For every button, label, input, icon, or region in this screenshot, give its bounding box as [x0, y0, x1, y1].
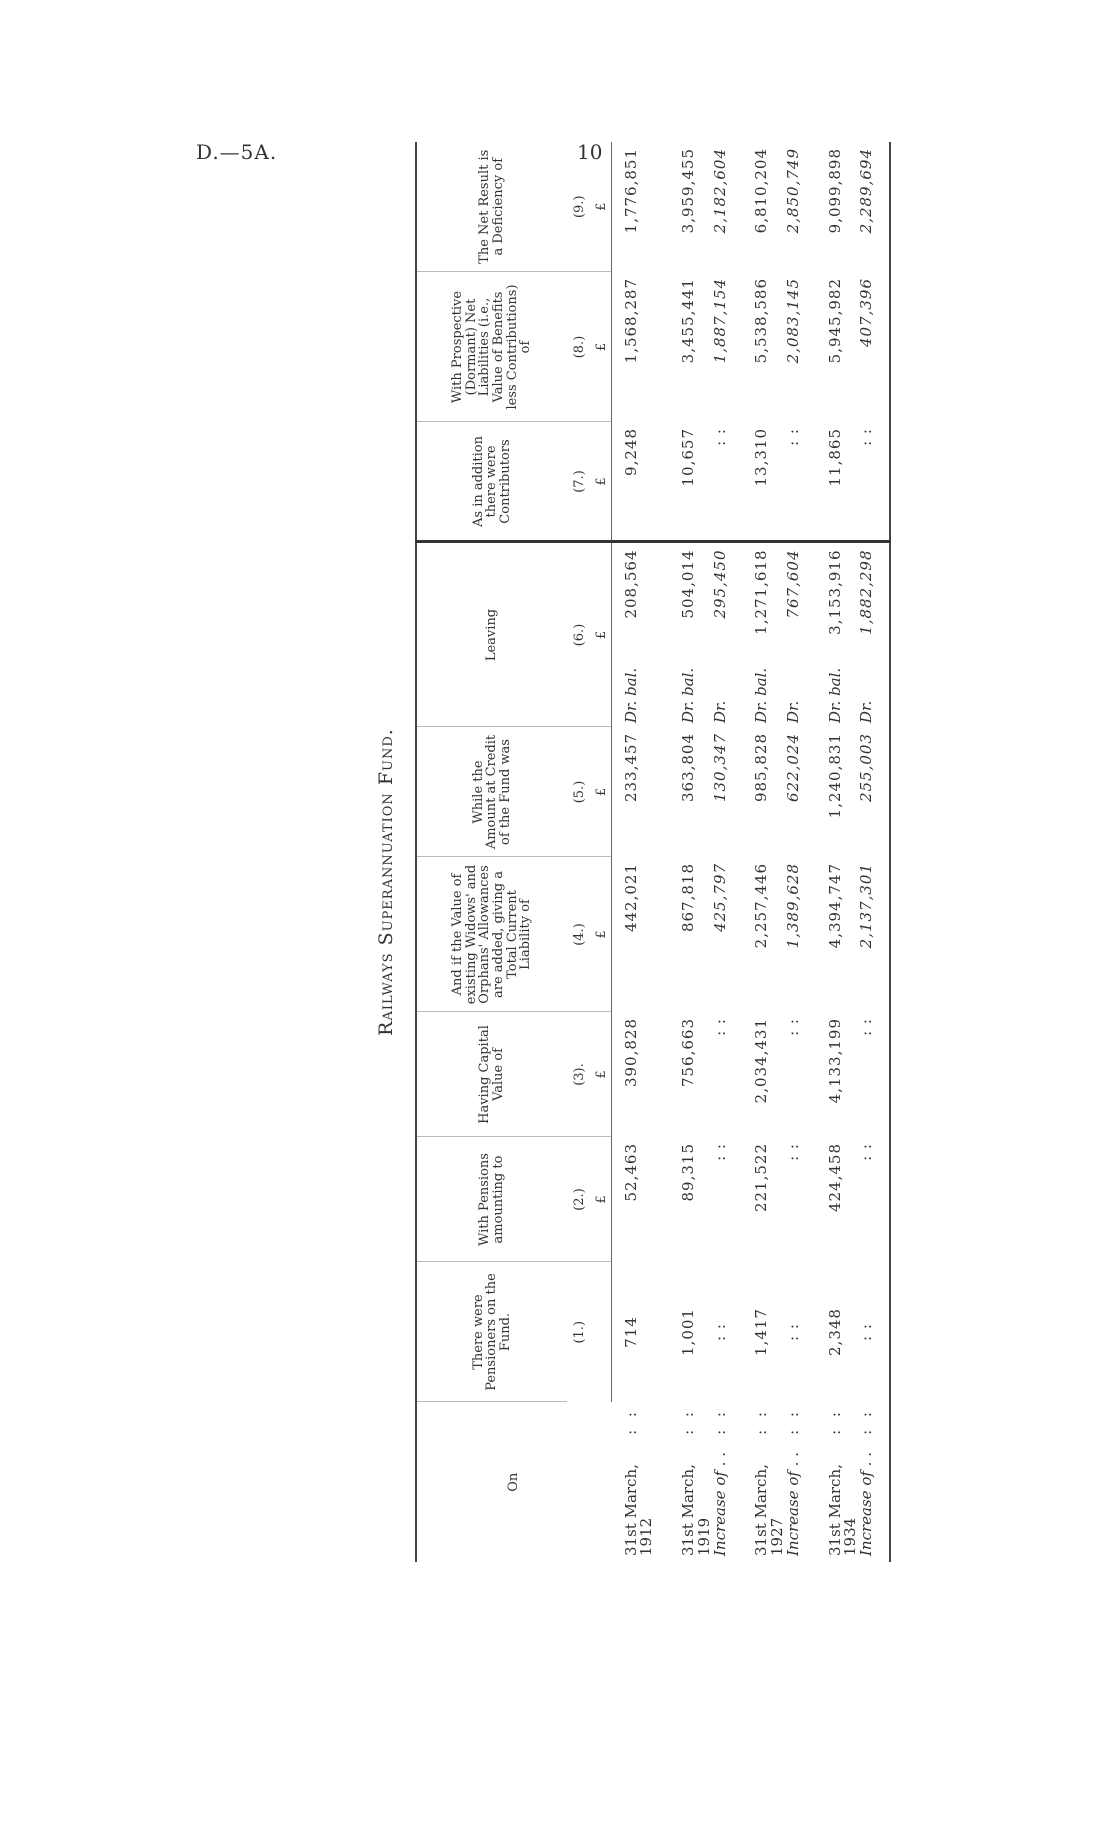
column-header-pensions: With Pensions amounting to — [416, 1137, 567, 1262]
pensioners-cell: : : — [710, 1323, 729, 1341]
row-label-cell — [710, 1402, 743, 1562]
capital-value-cell: 4,133,199 — [825, 1018, 844, 1104]
deficiency-cell: 1,776,851 — [622, 148, 640, 234]
pensioners-cell: : : — [859, 1262, 890, 1402]
row-label: Increase of . . — [710, 1452, 729, 1556]
column-number: (2.) — [567, 1137, 593, 1262]
column-header-amount-credit: While the Amount at Credit of the Fund was — [416, 727, 567, 857]
column-number: (5.) — [567, 727, 593, 857]
currency-symbol: £ — [593, 1137, 612, 1262]
contributors-cell: : : — [713, 422, 743, 542]
pensions-cell: 424,458 — [825, 1143, 844, 1213]
capital-value-cell: 390,828 — [622, 1018, 640, 1088]
currency-symbol: £ — [593, 1012, 612, 1137]
contributors-cell: 10,657 — [669, 422, 713, 542]
prospective-liabilities-cell: 2,083,145 — [783, 278, 802, 364]
column-header-deficiency: The Net Result is a Deficiency of — [416, 142, 567, 272]
leader-dots: : : — [857, 1408, 875, 1435]
prospective-liabilities-cell: 407,396 — [859, 272, 890, 422]
column-header-pensioners: There were Pensioners on the Fund. — [416, 1262, 567, 1402]
table-row — [816, 142, 860, 1562]
row-label: Increase of . . — [783, 1452, 802, 1556]
pensions-cell: : : — [859, 1137, 890, 1262]
column-number: (9.) — [567, 142, 593, 272]
column-number: (8.) — [567, 272, 593, 422]
contributors-cell: 13,310 — [742, 422, 786, 542]
pensioners-cell: 1,001 — [679, 1308, 697, 1356]
deficiency-cell: 9,099,898 — [825, 148, 844, 234]
prospective-liabilities-cell: 5,538,586 — [752, 278, 771, 364]
total-liability-cell: 2,257,446 — [752, 863, 771, 949]
currency-symbol: £ — [593, 422, 612, 542]
row-label-cell — [783, 1402, 816, 1562]
currency-symbol: £ — [593, 142, 612, 272]
leader-dots: : : — [679, 1408, 697, 1435]
pensions-cell: : : — [783, 1143, 802, 1161]
contributors-cell: : : — [786, 422, 816, 542]
amount-credit-cell: 363,804 — [679, 733, 697, 803]
column-number: (4.) — [567, 857, 593, 1012]
leader-dots: : : — [825, 1408, 844, 1435]
capital-value-cell: : : — [783, 1018, 802, 1036]
column-number: (7.) — [567, 422, 593, 542]
leaving-cell: 295,450 — [710, 549, 729, 619]
row-label: Increase of . . — [857, 1452, 875, 1556]
total-liability-cell: 1,389,628 — [783, 863, 802, 949]
leaving-prefix-cell: Dr. — [783, 700, 802, 723]
leaving-cell: 504,014 — [679, 549, 697, 619]
leader-dots: : : — [710, 1408, 729, 1435]
table-row — [669, 142, 713, 1562]
total-liability-cell: 4,394,747 — [825, 863, 844, 949]
pensioners-cell: 1,417 — [752, 1308, 771, 1356]
currency-symbol: £ — [593, 727, 612, 857]
page-header-left: D.—5A. — [196, 140, 278, 164]
leaving-cell: 1,882,298 — [859, 542, 890, 652]
amount-credit-cell: 622,024 — [783, 733, 802, 803]
total-liability-cell: 867,818 — [679, 863, 697, 933]
amount-credit-cell: 1,240,831 — [825, 733, 844, 819]
pensioners-cell: : : — [783, 1323, 802, 1341]
row-label-cell — [816, 1402, 860, 1562]
contributors-cell: 9,248 — [612, 422, 670, 542]
deficiency-cell: 3,959,455 — [679, 148, 697, 234]
row-label-cell — [742, 1402, 786, 1562]
total-liability-cell: 425,797 — [710, 863, 729, 933]
capital-value-cell: 2,034,431 — [752, 1018, 771, 1104]
pensions-cell: : : — [710, 1143, 729, 1161]
table-row — [786, 142, 816, 1562]
leader-dots: : : — [752, 1408, 771, 1435]
currency-symbol: £ — [593, 272, 612, 422]
table-row — [713, 142, 743, 1562]
table-row — [859, 142, 890, 1562]
column-number: (3). — [567, 1012, 593, 1137]
leaving-cell: 1,271,618 — [752, 549, 771, 635]
amount-credit-cell: 985,828 — [752, 733, 771, 803]
amount-credit-cell: 233,457 — [622, 733, 640, 803]
prospective-liabilities-cell: 3,455,441 — [679, 278, 697, 364]
table-row — [742, 142, 786, 1562]
prospective-liabilities-cell: 1,568,287 — [622, 278, 640, 364]
leaving-prefix-cell: Dr. bal. — [679, 667, 697, 723]
contributors-cell: 11,865 — [816, 422, 860, 542]
leader-dots: : : — [621, 1408, 640, 1435]
row-label-cell — [669, 1402, 713, 1562]
leaving-prefix-cell: Dr. bal. — [622, 667, 640, 723]
amount-credit-cell: 130,347 — [710, 733, 729, 803]
total-liability-cell: 442,021 — [622, 863, 640, 933]
row-label-cell — [612, 1402, 670, 1562]
leaving-prefix-cell: Dr. bal. — [752, 667, 771, 723]
leader-dots: : : — [783, 1408, 802, 1435]
row-label-cell — [859, 1402, 890, 1562]
pensions-cell: 221,522 — [752, 1143, 771, 1213]
leaving-cell: 767,604 — [783, 549, 802, 619]
column-header-on: On — [416, 1402, 612, 1562]
row-label: 31st March, 1912 — [621, 1464, 656, 1556]
leaving-prefix-cell: Dr. — [859, 652, 890, 727]
row-label: 31st March, 1927 — [752, 1464, 786, 1556]
row-label: 31st March, 1934 — [825, 1464, 860, 1556]
column-number: (6.) — [567, 542, 593, 727]
pensioners-cell: 714 — [622, 1316, 640, 1348]
column-header-prospective-liabilities: With Prospective (Dormant) Net Liabilities (i.e., Value of Benefits less Contributions) of — [416, 272, 567, 422]
pensions-cell: 52,463 — [622, 1143, 640, 1202]
deficiency-cell: 6,810,204 — [752, 148, 771, 234]
total-liability-cell: 2,137,301 — [859, 857, 890, 1012]
column-number: (1.) — [572, 1320, 588, 1344]
row-label: 31st March, 1919 — [679, 1464, 713, 1556]
amount-credit-cell: 255,003 — [859, 727, 890, 857]
superannuation-table — [415, 142, 891, 1562]
prospective-liabilities-cell: 5,945,982 — [825, 278, 844, 364]
deficiency-cell: 2,289,694 — [859, 142, 890, 272]
prospective-liabilities-cell: 1,887,154 — [710, 278, 729, 364]
table-body — [612, 142, 890, 1562]
capital-value-cell: 756,663 — [679, 1018, 697, 1088]
deficiency-cell: 2,850,749 — [783, 148, 802, 234]
pensions-cell: 89,315 — [679, 1143, 697, 1202]
column-header-total-liability: And if the Value of existing Widows' and Orphans' Allowances are added, giving a Total Current Liability of — [416, 857, 567, 1012]
rotated-table-block — [375, 148, 875, 1562]
contributors-cell: : : — [859, 422, 890, 542]
deficiency-cell: 2,182,604 — [710, 148, 729, 234]
leaving-prefix-cell: Dr. bal. — [825, 667, 844, 723]
column-header-contributors: As in addition there were Contributors — [416, 422, 567, 542]
leaving-prefix-cell: Dr. — [710, 700, 729, 723]
column-header-capital-value: Having Capital Value of — [416, 1012, 567, 1137]
table-caption: Railways Superannuation Fund. — [375, 728, 397, 1036]
currency-symbol: £ — [593, 857, 612, 1012]
capital-value-cell: : : — [710, 1018, 729, 1036]
column-header-leaving: Leaving — [416, 542, 567, 727]
currency-symbol: £ — [593, 542, 612, 727]
page-number: 10 — [577, 140, 603, 164]
leaving-cell: 208,564 — [622, 549, 640, 619]
pensioners-cell: 2,348 — [825, 1308, 844, 1356]
table-row — [612, 142, 670, 1562]
capital-value-cell: : : — [859, 1012, 890, 1137]
leaving-cell: 3,153,916 — [825, 549, 844, 635]
